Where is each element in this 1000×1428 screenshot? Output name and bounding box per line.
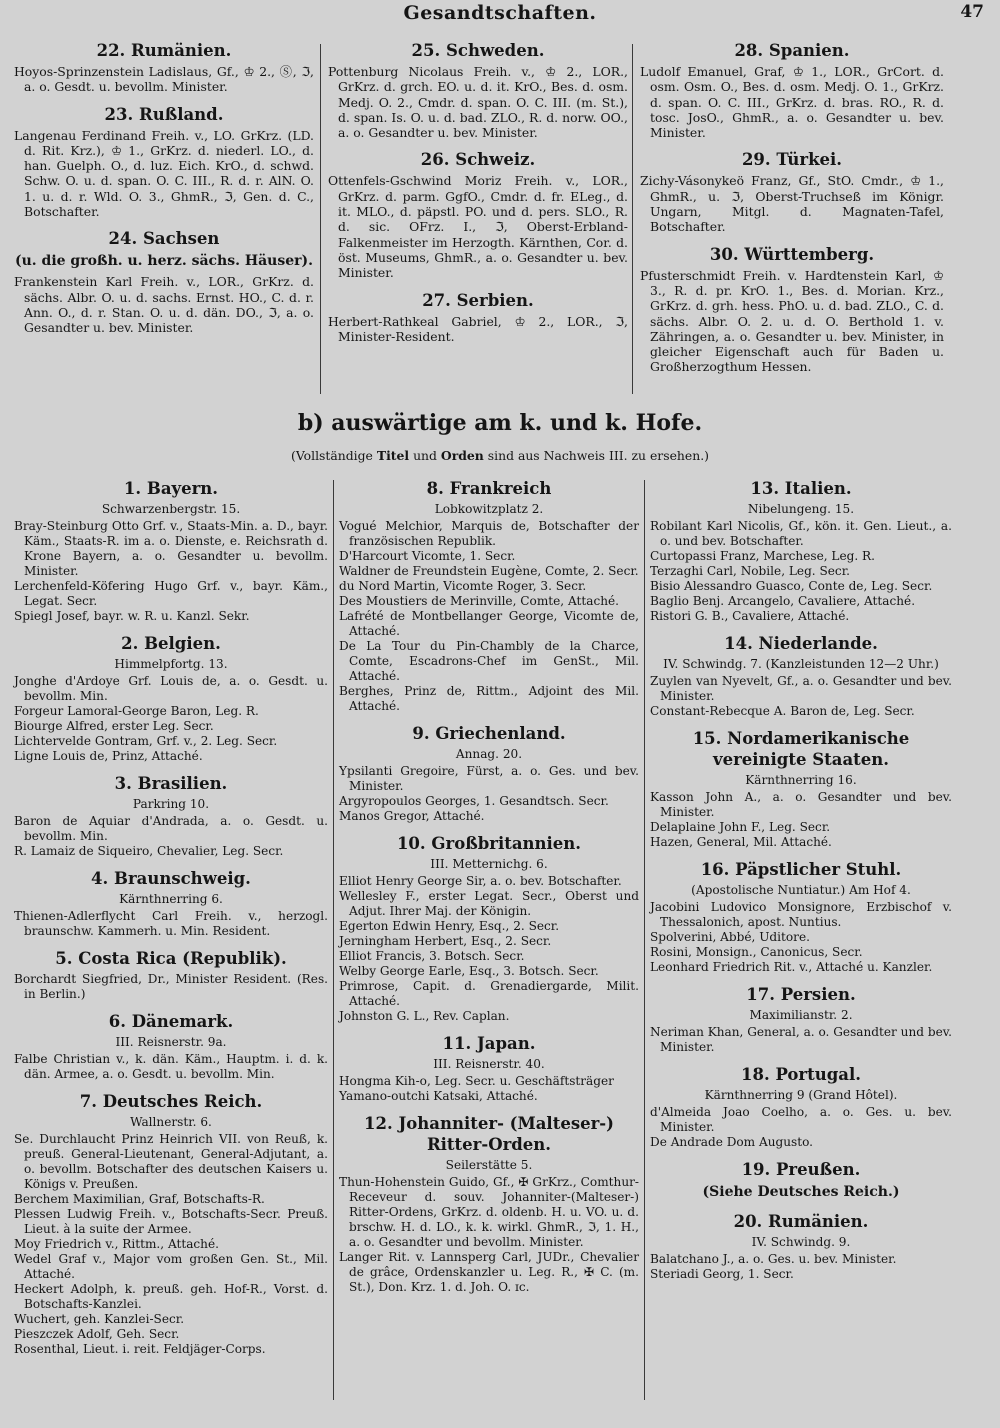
- diplomat-entry: Egerton Edwin Henry, Esq., 2. Secr.: [339, 919, 560, 933]
- diplomat-entry: Borchardt Siegfried, Dr., Minister Resident. (Res. in Berlin.): [14, 972, 328, 1001]
- column-rule: [320, 44, 321, 394]
- country-section: [650, 1159, 952, 1202]
- column-a-right: [640, 40, 944, 384]
- diplomat-entry: Waldner de Freundstein Eugène, Comte, 2. Secr.: [339, 564, 639, 578]
- country-title: 9. Griechenland.: [412, 724, 566, 743]
- country-section: [14, 228, 314, 335]
- country-subtitle: (Siehe Deutsches Reich.): [702, 1184, 900, 1200]
- country-title: 4. Braunschweig.: [91, 869, 251, 888]
- diplomat-entry: Se. Durchlaucht Prinz Heinrich VII. von Reuß, k. preuß. General-Lieutenant, General-Adjutant, a. o. bevollm. Botschafter des deutschen Kaisers u. Königs v. Preußen.: [14, 1132, 328, 1191]
- country-title: 12. Johanniter- (Malteser-) Ritter-Orden.: [364, 1114, 614, 1154]
- country-section: [14, 40, 314, 95]
- diplomat-entry: Herbert-Rathkeal Gabriel, ♔ 2., LOR., ℑ, Minister-Resident.: [328, 313, 628, 344]
- country-section: [14, 1011, 328, 1082]
- diplomat-entry: Des Moustiers de Merinville, Comte, Attaché.: [339, 594, 620, 608]
- diplomat-entry: Rosenthal, Lieut. i. reit. Feldjäger-Corps.: [14, 1342, 266, 1356]
- legation-address: Nibelungeng. 15.: [747, 502, 855, 516]
- diplomat-entry: Ligne Louis de, Prinz, Attaché.: [14, 749, 203, 763]
- diplomat-entry: Bray-Steinburg Otto Grf. v., Staats-Min. a. D., bayr. Käm., Staats-R. im a. o. Dienste, e. Reichsrath d. Krone Bayern, a. o. Gesandter u. bevollm. Minister.: [14, 519, 328, 578]
- country-section: [328, 290, 628, 345]
- legation-address: Schwarzenbergstr. 15.: [101, 502, 241, 516]
- diplomat-entry: Pieszczek Adolf, Geh. Secr.: [14, 1327, 180, 1341]
- diplomat-entry: Thun-Hohenstein Guido, Gf., ✠ GrKrz., Comthur-Receveur d. souv. Johanniter-(Malteser-) Ritter-Ordens, GrKrz. d. oldenb. H. u. VO. u. d. brschw. H. d. LO., k. k. wirkl. GhmR., ℑ, 1. H., a. o. Gesandter und bevollm. Minister.: [339, 1175, 639, 1249]
- legation-address: III. Reisnerstr. 9a.: [115, 1035, 227, 1049]
- country-section: [339, 1033, 639, 1104]
- country-section: [650, 1211, 952, 1282]
- diplomat-entry: Bisio Alessandro Guasco, Conte de, Leg. Secr.: [650, 579, 933, 593]
- legation-address: Lobkowitzplatz 2.: [434, 502, 544, 516]
- diplomat-entry: d'Almeida Joao Coelho, a. o. Ges. u. bev. Minister.: [650, 1105, 952, 1134]
- country-section: [14, 868, 328, 939]
- legation-address: Kärnthnerring 9 (Grand Hôtel).: [704, 1088, 898, 1102]
- country-title: 28. Spanien.: [734, 41, 850, 60]
- country-section: [14, 478, 328, 624]
- country-subtitle: (u. die großh. u. herz. sächs. Häuser).: [14, 253, 314, 270]
- country-section: [339, 1113, 639, 1295]
- country-title: 1. Bayern.: [123, 479, 219, 498]
- legation-address: III. Reisnerstr. 40.: [433, 1057, 545, 1071]
- diplomat-entry: R. Lamaiz de Siqueiro, Chevalier, Leg. Secr.: [14, 844, 284, 858]
- diplomat-entry: Kasson John A., a. o. Gesandter und bev. Minister.: [650, 790, 952, 819]
- country-title: 20. Rumänien.: [733, 1212, 869, 1231]
- diplomat-entry: Berchem Maximilian, Graf, Botschafts-R.: [14, 1192, 265, 1206]
- country-title: 10. Großbritannien.: [396, 834, 582, 853]
- note-open: (Vollständige: [291, 448, 373, 463]
- country-section: [650, 1064, 952, 1150]
- diplomat-entry: Robilant Karl Nicolis, Gf., kön. it. Gen. Lieut., a. o. und bev. Botschafter.: [650, 519, 952, 548]
- country-section: [640, 40, 944, 140]
- diplomat-entry: du Nord Martin, Vicomte Roger, 3. Secr.: [339, 579, 587, 593]
- country-section: [640, 244, 944, 375]
- diplomat-entry: Jerningham Herbert, Esq., 2. Secr.: [339, 934, 552, 948]
- country-title: 19. Preußen.: [741, 1160, 861, 1179]
- country-section: [14, 633, 328, 764]
- diplomat-entry: Hoyos-Sprinzenstein Ladislaus, Gf., ♔ 2., Ⓢ, ℑ, a. o. Gesdt. u. bevollm. Minister.: [14, 64, 314, 95]
- diplomat-entry: De Andrade Dom Augusto.: [650, 1135, 814, 1149]
- country-title: 2. Belgien.: [121, 634, 221, 653]
- section-b-heading: b) auswärtige am k. und k. Hofe.: [297, 410, 703, 436]
- diplomat-entry: Baglio Benj. Arcangelo, Cavaliere, Attaché.: [650, 594, 916, 608]
- country-title: 7. Deutsches Reich.: [79, 1092, 263, 1111]
- diplomat-entry: Lerchenfeld-Köfering Hugo Grf. v., bayr. Käm., Legat. Secr.: [14, 579, 328, 608]
- diplomat-entry: Ludolf Emanuel, Graf, ♔ 1., LOR., GrCort. d. osm. Osm. O., Bes. d. osm. Medj. O. 1., GrKrz. d. span. O. C. III., GrKrz. d. bras. RO., R. d. tosc. JosO., GhmR., a. o. Gesandter u. bev. Minister.: [640, 64, 944, 141]
- diplomat-entry: Falbe Christian v., k. dän. Käm., Hauptm. i. d. k. dän. Armee, a. o. Gesdt. u. bevollm. Min.: [14, 1052, 328, 1081]
- country-title: 29. Türkei.: [741, 150, 843, 170]
- diplomat-entry: Steriadi Georg, 1. Secr.: [650, 1267, 794, 1281]
- diplomat-entry: Welby George Earle, Esq., 3. Botsch. Secr.: [339, 964, 599, 978]
- column-b-left: [14, 478, 328, 1366]
- country-section: [339, 833, 639, 1024]
- diplomat-entry: Frankenstein Karl Freih. v., LOR., GrKrz. d. sächs. Albr. O. u. d. sachs. Ernst. HO., C. d. r. Ann. O., d. r. Stan. O. u. d. dän. DO., ℑ, a. o. Gesandter u. bev. Minister.: [14, 274, 314, 336]
- diplomat-entry: Zuylen van Nyevelt, Gf., a. o. Gesandter und bev. Minister.: [650, 674, 952, 703]
- legation-address: III. Metternichg. 6.: [430, 857, 548, 871]
- note-close: sind aus Nachweis III. zu ersehen.): [487, 448, 709, 463]
- country-section: [339, 723, 639, 824]
- column-rule: [333, 480, 334, 1400]
- diplomat-entry: Vogué Melchior, Marquis de, Botschafter der französischen Republik.: [339, 519, 639, 548]
- diplomat-entry: Baron de Aquiar d'Andrada, a. o. Gesdt. u. bevollm. Min.: [14, 814, 328, 843]
- country-section: [339, 478, 639, 714]
- country-title: 18. Portugal.: [741, 1065, 861, 1084]
- diplomat-entry: Rosini, Monsign., Canonicus, Secr.: [650, 945, 863, 959]
- legation-address: Seilerstätte 5.: [445, 1158, 533, 1172]
- diplomat-entry: Terzaghi Carl, Nobile, Leg. Secr.: [650, 564, 851, 578]
- diplomat-entry: Johnston G. L., Rev. Caplan.: [339, 1009, 510, 1023]
- country-section: [650, 984, 952, 1055]
- country-title: 16. Päpstlicher Stuhl.: [700, 860, 902, 879]
- diplomat-entry: Plessen Ludwig Freih. v., Botschafts-Secr. Preuß. Lieut. à la suite der Armee.: [14, 1207, 328, 1236]
- diplomat-entry: Jonghe d'Ardoye Grf. Louis de, a. o. Gesdt. u. bevollm. Min.: [14, 674, 328, 703]
- diplomat-entry: Moy Friedrich v., Rittm., Attaché.: [14, 1237, 219, 1251]
- country-title: 14. Niederlande.: [724, 634, 878, 653]
- diplomat-entry: Ottenfels-Gschwind Moriz Freih. v., LOR., GrKrz. d. parm. GgfO., Cmdr. d. fr. ELeg., d. it. MLO., d. päpstl. PO. und d. pers. SLO., R. d. sic. OFrz. I., ℑ, Oberst-Erbland-Falkenmeister im Herzogth. Kärnthen, Cor. d. öst. Museums, GhmR., a. o. Gesandter u. bev. Minister.: [328, 173, 628, 281]
- diplomat-entry: Thienen-Adlerflycht Carl Freih. v., herzogl. braunschw. Kammerh. u. Min. Resident.: [14, 909, 328, 938]
- legation-address: Maximilianstr. 2.: [749, 1008, 853, 1022]
- country-section: [14, 104, 314, 220]
- country-section: [14, 773, 328, 859]
- legation-address: Wallnerstr. 6.: [130, 1115, 212, 1129]
- diplomat-entry: Curtopassi Franz, Marchese, Leg. R.: [650, 549, 875, 563]
- country-title: 23. Rußland.: [104, 104, 224, 124]
- diplomat-entry: Elliot Henry George Sir, a. o. bev. Botschafter.: [339, 874, 622, 888]
- diplomat-entry: Forgeur Lamoral-George Baron, Leg. R.: [14, 704, 259, 718]
- country-title: 3. Brasilien.: [114, 774, 228, 793]
- diplomat-entry: Langenau Ferdinand Freih. v., LO. GrKrz. (LD. d. Rit. Krz.), ♔ 1., GrKrz. d. niederl. LO., d. han. Guelph. O., d. luz. Eich. KrO., d. schwd. Schw. O. u. d. span. O. C. III., R. d. r. AlN. O. 1. u. d. r. Wld. O. 3., GhmR., ℑ, Gen. d. C., Botschafter.: [14, 127, 314, 220]
- diplomat-entry: Constant-Rebecque A. Baron de, Leg. Secr.: [650, 704, 915, 718]
- country-title: 6. Dänemark.: [108, 1012, 234, 1031]
- diplomat-entry: Wedel Graf v., Major vom großen Gen. St., Mil. Attaché.: [14, 1252, 328, 1281]
- legation-address: IV. Schwindg. 9.: [751, 1235, 851, 1249]
- country-section: [14, 1091, 328, 1357]
- diplomat-entry: Wuchert, geh. Kanzlei-Secr.: [14, 1312, 185, 1326]
- country-section: [328, 40, 628, 140]
- diplomat-entry: D'Harcourt Vicomte, 1. Secr.: [339, 549, 516, 563]
- country-section: [640, 149, 944, 234]
- section-b-note: [0, 448, 1000, 463]
- country-section: [650, 478, 952, 624]
- diplomat-entry: Argyropoulos Georges, 1. Gesandtsch. Secr.: [339, 794, 609, 808]
- legation-address: (Apostolische Nuntiatur.) Am Hof 4.: [691, 883, 911, 897]
- legation-address: Annag. 20.: [455, 747, 523, 761]
- column-b-middle: [339, 478, 639, 1304]
- diplomat-entry: Lichtervelde Gontram, Grf. v., 2. Leg. Secr.: [14, 734, 278, 748]
- running-title: Gesandtschaften.: [403, 2, 597, 24]
- legation-address: Kärnthnerring 6.: [119, 892, 223, 906]
- diplomat-entry: Leonhard Friedrich Rit. v., Attaché u. Kanzler.: [650, 960, 933, 974]
- diplomat-entry: Biourge Alfred, erster Leg. Secr.: [14, 719, 214, 733]
- diplomat-entry: Elliot Francis, 3. Botsch. Secr.: [339, 949, 525, 963]
- diplomat-entry: Hazen, General, Mil. Attaché.: [650, 835, 832, 849]
- country-title: 15. Nordamerikanische vereinigte Staaten.: [692, 729, 910, 769]
- diplomat-entry: Manos Gregor, Attaché.: [339, 809, 485, 823]
- diplomat-entry: Ypsilanti Gregoire, Fürst, a. o. Ges. und bev. Minister.: [339, 764, 639, 793]
- diplomat-entry: Balatchano J., a. o. Ges. u. bev. Minister.: [650, 1252, 897, 1266]
- country-title: 30. Württemberg.: [709, 244, 875, 264]
- diplomat-entry: Hongma Kih-o, Leg. Secr. u. Geschäftsträger: [339, 1074, 614, 1088]
- country-section: [328, 149, 628, 280]
- diplomat-entry: Heckert Adolph, k. preuß. geh. Hof-R., Vorst. d. Botschafts-Kanzlei.: [14, 1282, 328, 1311]
- diplomat-entry: Primrose, Capit. d. Grenadiergarde, Milit. Attaché.: [339, 979, 639, 1008]
- column-a-left: [14, 40, 314, 345]
- note-titel: Titel: [376, 448, 410, 463]
- legation-address: Parkring 10.: [132, 797, 210, 811]
- column-rule: [644, 480, 645, 1400]
- country-section: [650, 859, 952, 975]
- column-a-middle: [328, 40, 628, 353]
- diplomat-entry: Neriman Khan, General, a. o. Gesandter und bev. Minister.: [650, 1025, 952, 1054]
- country-section: [14, 948, 328, 1002]
- note-und: und: [413, 448, 437, 463]
- country-section: [650, 728, 952, 850]
- legation-address: Kärnthnerring 16.: [745, 773, 857, 787]
- diplomat-entry: Pottenburg Nicolaus Freih. v., ♔ 2., LOR., GrKrz. d. grch. EO. u. d. it. KrO., Bes. d. osm. Medj. O. 2., Cmdr. d. span. O. C. III. (m. St.), d. span. Is. O. u. d. bad. ZLO., R. d. norw. OO., a. o. Gesandter u. bev. Minister.: [328, 64, 628, 141]
- diplomat-entry: Berghes, Prinz de, Rittm., Adjoint des Mil. Attaché.: [339, 684, 639, 713]
- diplomat-entry: Pfusterschmidt Freih. v. Hardtenstein Karl, ♔ 3., R. d. pr. KrO. 1., Bes. d. Morian. Krz., GrKrz. d. grh. hess. PhO. u. d. bad. ZLO., C. d. sächs. Albr. O. 2. u. d. O. Berthold 1. v. Zähringen, a. o. Gesandter u. bev. Minister, in gleicher Eigenschaft auch für Baden u. Großherzogthum Hessen.: [640, 267, 944, 375]
- running-head: [0, 0, 1000, 28]
- legation-address: IV. Schwindg. 7. (Kanzleistunden 12—2 Uhr.): [663, 657, 939, 671]
- country-section: [650, 633, 952, 719]
- diplomat-entry: Spiegl Josef, bayr. w. R. u. Kanzl. Sekr.: [14, 609, 250, 623]
- page-number: 47: [960, 2, 984, 22]
- country-title: 11. Japan.: [442, 1034, 536, 1053]
- diplomat-entry: Wellesley F., erster Legat. Secr., Oberst und Adjut. Ihrer Maj. der Königin.: [339, 889, 639, 918]
- diplomat-entry: Ristori G. B., Cavaliere, Attaché.: [650, 609, 850, 623]
- diplomat-entry: Jacobini Ludovico Monsignore, Erzbischof v. Thessalonich, apost. Nuntius.: [650, 900, 952, 929]
- note-orden: Orden: [440, 448, 484, 463]
- country-title: 5. Costa Rica (Republik).: [55, 949, 287, 968]
- diplomat-entry: Lafrété de Montbellanger George, Vicomte de, Attaché.: [339, 609, 639, 638]
- country-title: 26. Schweiz.: [420, 150, 536, 170]
- country-title: 8. Frankreich: [426, 479, 552, 498]
- diplomat-entry: Yamano-outchi Katsaki, Attaché.: [339, 1089, 538, 1103]
- country-title: 24. Sachsen: [108, 229, 220, 249]
- column-b-right: [650, 478, 952, 1291]
- diplomat-entry: Langer Rit. v. Lannsperg Carl, JUDr., Chevalier de grâce, Ordenskanzler u. Leg. R., ✠ C. (m. St.), Don. Krz. 1. d. Joh. O. ɪc.: [339, 1250, 639, 1294]
- diplomat-entry: Zichy-Vásonykeö Franz, Gf., StO. Cmdr., ♔ 1., GhmR., u. ℑ, Oberst-Truchseß im Königr. Ungarn, Mitgl. d. Magnaten-Tafel, Botschafter.: [640, 173, 944, 235]
- country-title: 25. Schweden.: [411, 41, 545, 60]
- country-title: 27. Serbien.: [422, 290, 534, 310]
- country-title: 17. Persien.: [746, 985, 856, 1004]
- legation-address: Himmelpfortg. 13.: [114, 657, 228, 671]
- diplomat-entry: Delaplaine John F., Leg. Secr.: [650, 820, 831, 834]
- column-rule: [632, 44, 633, 394]
- country-title: 13. Italien.: [750, 479, 852, 498]
- country-title: 22. Rumänien.: [96, 41, 232, 60]
- diplomat-entry: De La Tour du Pin-Chambly de la Charce, Comte, Escadrons-Chef im GenSt., Mil. Attaché.: [339, 639, 639, 683]
- diplomat-entry: Spolverini, Abbé, Uditore.: [650, 930, 810, 944]
